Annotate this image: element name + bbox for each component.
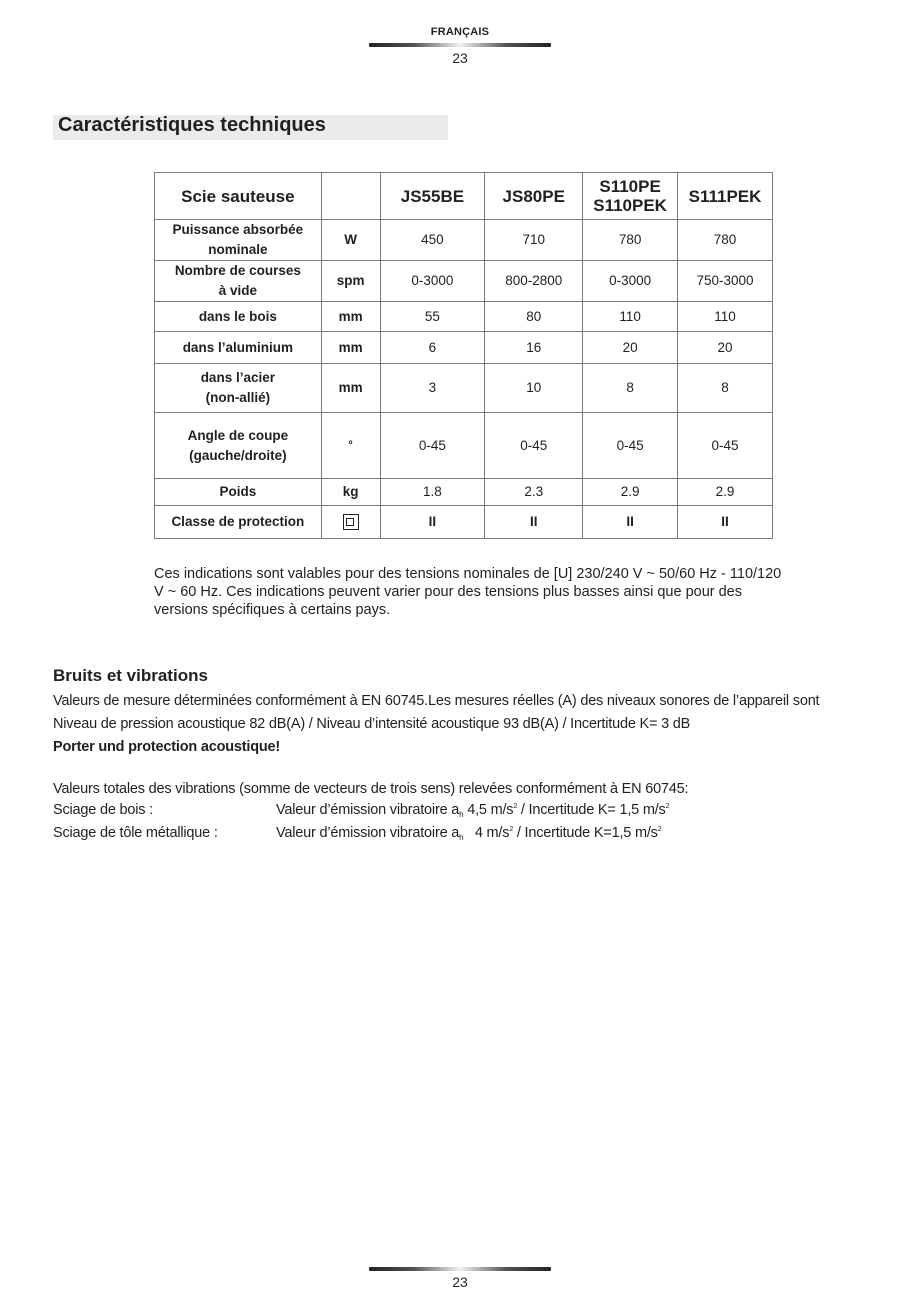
spec-table	[154, 172, 773, 539]
cell-value: 2.3	[485, 479, 583, 506]
cell-value: 110	[583, 302, 678, 332]
cell-value: 0-45	[380, 413, 485, 479]
cell-value: 6	[380, 332, 485, 364]
cell-value: 0-3000	[583, 261, 678, 302]
cell-value: II	[583, 506, 678, 539]
corner-label: Scie sauteuse	[155, 173, 322, 220]
header-divider	[369, 43, 551, 47]
row-unit	[321, 506, 380, 539]
row-unit: spm	[321, 261, 380, 302]
table-row	[155, 332, 773, 364]
vibration-label-wood: Sciage de bois :	[53, 802, 153, 818]
cell-value: 80	[485, 302, 583, 332]
cell-value: 750-3000	[678, 261, 773, 302]
row-label: dans l’aluminium	[155, 332, 322, 364]
cell-value: 8	[583, 364, 678, 413]
row-unit: mm	[321, 302, 380, 332]
row-label: Angle de coupe (gauche/droite)	[155, 413, 322, 479]
model-header: S110PE S110PEK	[583, 173, 678, 220]
table-row	[155, 261, 773, 302]
cell-value: 1.8	[380, 479, 485, 506]
row-label: Nombre de courses à vide	[155, 261, 322, 302]
language-label: FRANÇAIS	[430, 26, 490, 38]
noise-section-title: Bruits et vibrations	[53, 666, 208, 685]
cell-value: 780	[678, 220, 773, 261]
vibration-value-metal: Valeur d’émission vibratoire $a_h$ 4 $m/s^2$ / Incertitude K=1,5 $m/s^2$	[276, 825, 662, 842]
cell-value: 10	[485, 364, 583, 413]
row-unit: W	[321, 220, 380, 261]
cell-value: 0-45	[678, 413, 773, 479]
cell-value: 0-45	[583, 413, 678, 479]
cell-value: II	[678, 506, 773, 539]
voltage-note: Ces indications sont valables pour des tensions nominales de [U] 230/240 V ~ 50/60 Hz - 110/120 V ~ 60 Hz. Ces indications peuvent varier pour des tensions plus basses ainsi que pour des versions spécifiques à certains pays.	[154, 566, 782, 618]
hearing-protection-warning: Porter und protection acoustique!	[53, 739, 281, 755]
cell-value: II	[485, 506, 583, 539]
unit-header	[321, 173, 380, 220]
cell-value: 710	[485, 220, 583, 261]
cell-value: 2.9	[678, 479, 773, 506]
cell-value: 3	[380, 364, 485, 413]
row-label: Classe de protection	[155, 506, 322, 539]
vibration-label-metal: Sciage de tôle métallique :	[53, 825, 218, 841]
table-header-row	[155, 173, 773, 220]
table-row	[155, 413, 773, 479]
vibration-value-wood: Valeur d’émission vibratoire $a_h$ 4,5 $m/s^2$ / Incertitude K= 1,5 $m/s^2$	[276, 802, 670, 819]
cell-value: 800-2800	[485, 261, 583, 302]
cell-value: 450	[380, 220, 485, 261]
cell-value: 20	[678, 332, 773, 364]
model-header: JS80PE	[485, 173, 583, 220]
row-label: Poids	[155, 479, 322, 506]
row-label: Puissance absorbée nominale	[155, 220, 322, 261]
table-row	[155, 479, 773, 506]
cell-value: 20	[583, 332, 678, 364]
cell-value: 110	[678, 302, 773, 332]
cell-value: 0-45	[485, 413, 583, 479]
row-unit: mm	[321, 364, 380, 413]
table-row	[155, 220, 773, 261]
cell-value: 55	[380, 302, 485, 332]
degree-unit: º	[321, 413, 380, 479]
header-page-number: 23	[452, 50, 468, 66]
cell-value: 8	[678, 364, 773, 413]
row-label: dans le bois	[155, 302, 322, 332]
section-title: Caractéristiques techniques	[58, 114, 326, 136]
cell-value: 16	[485, 332, 583, 364]
footer-divider	[369, 1267, 551, 1271]
model-header: S111PEK	[678, 173, 773, 220]
noise-measurement-text: Valeurs de mesure déterminées conformément à EN 60745.Les mesures réelles (A) des niveaux sonores de l’appareil sont	[53, 693, 820, 709]
cell-value: 2.9	[583, 479, 678, 506]
table-row	[155, 302, 773, 332]
row-label: dans l’acier (non-allié)	[155, 364, 322, 413]
cell-value: II	[380, 506, 485, 539]
noise-levels-text: Niveau de pression acoustique 82 dB(A) / Niveau d’intensité acoustique 93 dB(A) / Incertitude K= 3 dB	[53, 716, 691, 732]
model-header: JS55BE	[380, 173, 485, 220]
double-insulation-icon	[343, 514, 359, 530]
cell-value: 780	[583, 220, 678, 261]
row-unit: mm	[321, 332, 380, 364]
row-unit: kg	[321, 479, 380, 506]
table-row	[155, 364, 773, 413]
cell-value: 0-3000	[380, 261, 485, 302]
vibration-intro: Valeurs totales des vibrations (somme de vecteurs de trois sens) relevées conformément à EN 60745:	[53, 781, 689, 797]
footer-page-number: 23	[452, 1274, 468, 1290]
table-row	[155, 506, 773, 539]
